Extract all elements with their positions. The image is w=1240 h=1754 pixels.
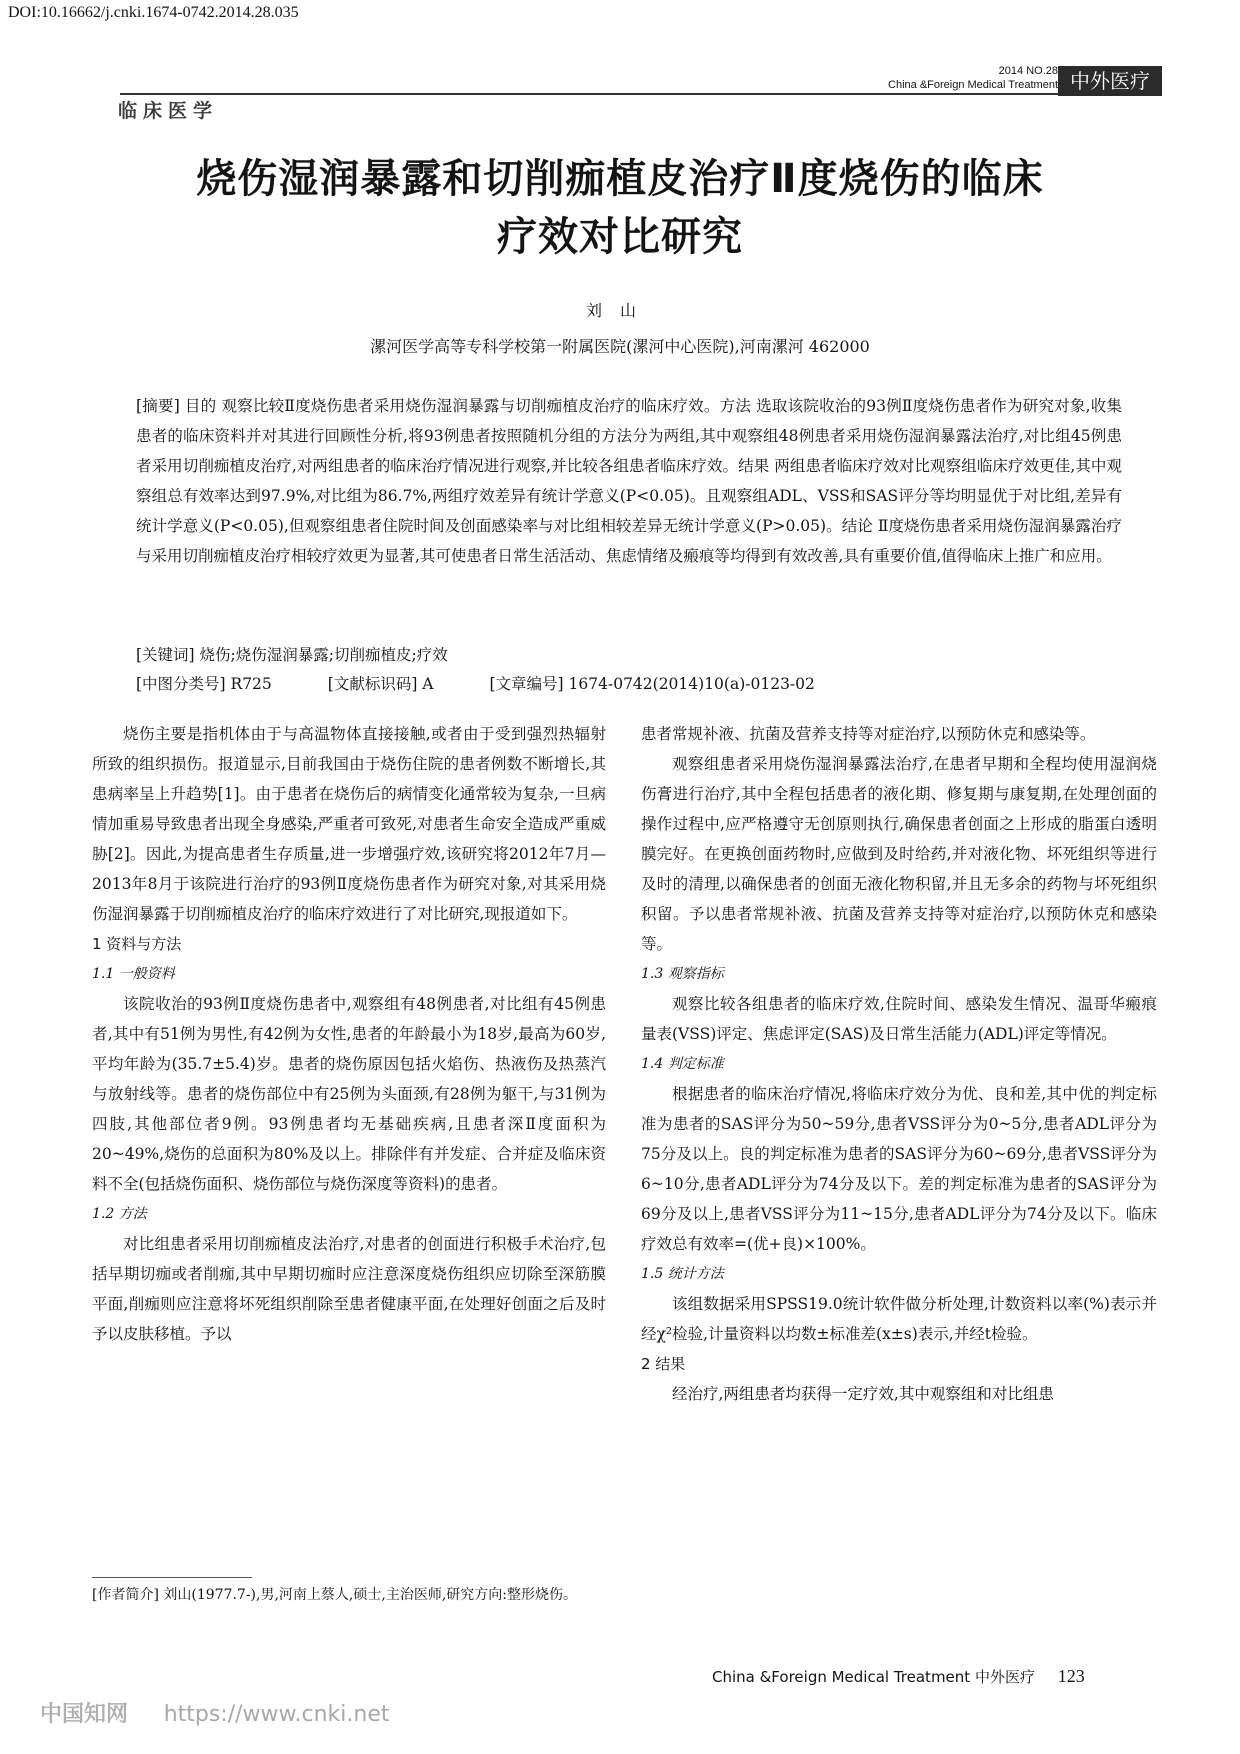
author-affiliation: 漯河医学高等专科学校第一附属医院(漯河中心医院),河南漯河 462000 [370,337,870,356]
general-data-paragraph: 该院收治的93例Ⅱ度烧伤患者中,观察组有48例患者,对比组有45例患者,其中有51例为男性,有42例为女性,患者的年龄最小为18岁,最高为60岁,平均年龄为(35.7±5.4)岁。患者的烧伤原因包括火焰伤、热液伤及热蒸汽与放射线等。患者的烧伤部位中有25例为头面颈,有28例为躯干,与31例为四肢,其他部位者9例。93例患者均无基础疾病,且患者深Ⅱ度面积为20~49%,烧伤的总面积为80%及以上。排除伴有并发症、合并症及临床资料不全(包括烧伤面积、烧伤部位与烧伤深度等资料)的患者。 [92,995,606,1193]
article-title [60,150,1180,266]
issue-number: 2014 NO.28 [998,65,1058,77]
journal-english-name: China &Foreign Medical Treatment [888,79,1058,91]
clc-number: [中图分类号] R725 [136,675,272,693]
author-footnote: [作者简介] 刘山(1977.7-),男,河南上蔡人,硕士,主治医师,研究方向:整形烧伤。 [92,1587,577,1603]
right-column [641,719,1157,1409]
section-label: 临床医学 [118,100,219,122]
observation-group-paragraph: 观察组患者采用烧伤湿润暴露法治疗,在患者早期和全程均使用湿润烧伤膏进行治疗,其中全程包括患者的液化期、修复期与康复期,在处理创面的操作过程中,应严格遵守无创原则执行,确保患者创面之上形成的脂蛋白透明膜完好。在更换创面药物时,应做到及时给药,并对液化物、坏死组织等进行及时的清理,以确保患者的创面无液化物积留,并且无多余的药物与坏死组织积留。予以患者常规补液、抗菌及营养支持等对症治疗,以预防休克和感染等。 [641,755,1157,953]
page-footer [712,1666,1085,1687]
heading-materials-methods: 1 资料与方法 [92,935,182,953]
heading-methods: 1.2 方法 [92,1206,147,1222]
heading-results: 2 结果 [641,1355,686,1373]
abstract [136,391,1122,571]
article-number: [文章编号] 1674-0742(2014)10(a)-0123-02 [489,675,815,693]
methods-paragraph: 对比组患者采用切削痂植皮法治疗,对患者的创面进行积极手术治疗,包括早期切痂或者削痂,其中早期切痂时应注意深度烧伤组织应切除至深筋膜平面,削痂则应注意将坏死组织削除至患者健康平面,在处理好创面之后及时予以皮肤移植。予以 [92,1235,606,1343]
journal-header-meta [856,64,1058,92]
footer-journal: China &Foreign Medical Treatment 中外医疗 [712,1668,1035,1686]
keywords: [关键词] 烧伤;烧伤湿润暴露;切削痂植皮;疗效 [136,646,448,664]
classification-line [136,672,1126,694]
cnki-watermark [40,1697,390,1728]
journal-chinese-name: 中外医疗 [1058,66,1162,96]
abstract-text: [摘要] 目的 观察比较Ⅱ度烧伤患者采用烧伤湿润暴露与切削痂植皮治疗的临床疗效。方法 选取该院收治的93例Ⅱ度烧伤患者作为研究对象,收集患者的临床资料并对其进行回顾性分析,将93例患者按照随机分组的方法分为两组,其中观察组48例患者采用烧伤湿润暴露法治疗,对比组45例患者采用切削痂植皮治疗,对两组患者的临床治疗情况进行观察,并比较各组患者临床疗效。结果 两组患者临床疗效对比观察组临床疗效更佳,其中观察组总有效率达到97.9%,对比组为86.7%,两组疗效差异有统计学意义(P<0.05)。且观察组ADL、VSS和SAS评分等均明显优于对比组,差异有统计学意义(P<0.05),但观察组患者住院时间及创面感染率与对比组相较差异无统计学意义(P>0.05)。结论 Ⅱ度烧伤患者采用烧伤湿润暴露治疗与采用切削痂植皮治疗相较疗效更为显著,其可使患者日常生活活动、焦虑情绪及瘢痕等均得到有效改善,具有重要价值,值得临床上推广和应用。 [136,397,1122,565]
heading-criteria: 1.4 判定标准 [641,1056,724,1072]
doi-line: DOI:10.16662/j.cnki.1674-0742.2014.28.035 [8,4,299,21]
watermark-url[interactable]: https://www.cnki.net [163,1702,390,1727]
statistics-paragraph: 该组数据采用SPSS19.0统计软件做分析处理,计数资料以率(%)表示并经χ²检验,计量资料以均数±标准差(x±s)表示,并经t检验。 [641,1295,1157,1343]
heading-observation-indicators: 1.3 观察指标 [641,966,724,982]
author-name: 刘山 [585,301,654,320]
header-rule [120,93,1150,95]
criteria-paragraph: 根据患者的临床治疗情况,将临床疗效分为优、良和差,其中优的判定标准为患者的SAS评分为50~59分,患者VSS评分为0~5分,患者ADL评分为75分及以上。良的判定标准为患者的SAS评分为60~69分,患者VSS评分为6~10分,患者ADL评分为74分及以下。差的判定标准为患者的SAS评分为69分及以上,患者VSS评分为11~15分,患者ADL评分为74分及以下。临床疗效总有效率=(优+良)×100%。 [641,1085,1157,1253]
results-paragraph: 经治疗,两组患者均获得一定疗效,其中观察组和对比组患 [672,1385,1054,1403]
title-line-1: 烧伤湿润暴露和切削痂植皮治疗Ⅱ度烧伤的临床 [196,156,1044,202]
intro-paragraph: 烧伤主要是指机体由于与高温物体直接接触,或者由于受到强烈热辐射所致的组织损伤。报道显示,目前我国由于烧伤住院的患者例数不断增长,其患病率呈上升趋势[1]。由于患者在烧伤后的病情变化通常较为复杂,一旦病情加重易导致患者出现全身感染,严重者可致死,对患者生命安全造成严重威胁[2]。因此,为提高患者生存质量,进一步增强疗效,该研究将2012年7月—2013年8月于该院进行治疗的93例Ⅱ度烧伤患者作为研究对象,对其采用烧伤湿润暴露于切削痂植皮治疗的临床疗效进行了对比研究,现报道如下。 [92,725,606,923]
footnote-rule [92,1577,252,1578]
left-column [92,719,606,1349]
page-number: 123 [1057,1666,1085,1686]
heading-statistics: 1.5 统计方法 [641,1266,724,1282]
continued-paragraph: 患者常规补液、抗菌及营养支持等对症治疗,以预防休克和感染等。 [641,725,1096,743]
document-code: [文献标识码] A [327,675,434,693]
heading-general-data: 1.1 一般资料 [92,966,175,982]
observation-indicators-paragraph: 观察比较各组患者的临床疗效,住院时间、感染发生情况、温哥华瘢痕量表(VSS)评定、焦虑评定(SAS)及日常生活能力(ADL)评定等情况。 [641,995,1157,1043]
title-line-2: 疗效对比研究 [497,214,743,260]
watermark-brand: 中国知网 [40,1702,129,1727]
